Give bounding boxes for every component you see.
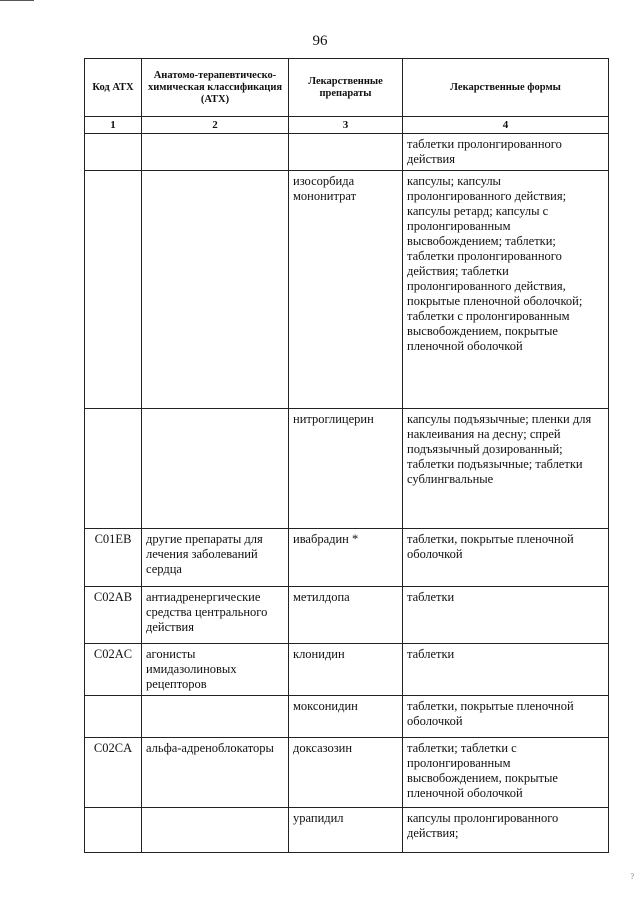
page-number: 96 bbox=[312, 33, 328, 49]
classification-cell: другие препараты для лечения заболеваний сердца bbox=[142, 529, 289, 587]
scan-edge-mark: ? bbox=[630, 872, 634, 881]
dosage-forms-cell: капсулы подъязычные; пленки для наклеивания на десну; спрей подъязычный дозированный; таблетки подъязычные; таблетки сублингвальные bbox=[403, 409, 609, 529]
header-atx-code: Код АТХ bbox=[85, 59, 142, 117]
table-header-row bbox=[85, 59, 609, 117]
drug-name-cell: доксазозин bbox=[289, 738, 403, 808]
atx-table bbox=[84, 58, 609, 853]
table-row bbox=[85, 134, 609, 171]
classification-cell bbox=[142, 171, 289, 409]
header-dosage-forms: Лекарственные формы bbox=[403, 59, 609, 117]
classification-cell bbox=[142, 696, 289, 738]
header-atx-classification: Анатомо-терапевтическо-химическая классификация (АТХ) bbox=[142, 59, 289, 117]
dosage-forms-cell: таблетки; таблетки с пролонгированным высвобождением, покрытые пленочной оболочкой bbox=[403, 738, 609, 808]
classification-cell bbox=[142, 134, 289, 171]
table-row bbox=[85, 529, 609, 587]
classification-cell: агонисты имидазолиновых рецепторов bbox=[142, 644, 289, 696]
drug-name-cell: нитроглицерин bbox=[289, 409, 403, 529]
drug-name-cell: клонидин bbox=[289, 644, 403, 696]
table-body bbox=[85, 134, 609, 853]
dosage-forms-cell: капсулы; капсулы пролонгированного действия; капсулы ретард; капсулы с пролонгированным высвобождением; таблетки; таблетки пролонгированного действия; таблетки пролонгированного действия, покрытые пленочной оболочкой; таблетки с пролонгированным высвобождением, покрытые пленочной оболочкой bbox=[403, 171, 609, 409]
dosage-forms-cell: таблетки, покрытые пленочной оболочкой bbox=[403, 696, 609, 738]
atx-code-cell bbox=[85, 409, 142, 529]
atx-code-cell bbox=[85, 696, 142, 738]
table-row bbox=[85, 644, 609, 696]
scan-corner-mark bbox=[0, 0, 34, 1]
classification-cell: альфа-адреноблокаторы bbox=[142, 738, 289, 808]
drug-name-cell: изосорбида мононитрат bbox=[289, 171, 403, 409]
classification-cell bbox=[142, 808, 289, 853]
drug-name-cell bbox=[289, 134, 403, 171]
column-number: 4 bbox=[403, 117, 609, 134]
atx-code-cell bbox=[85, 808, 142, 853]
drug-name-cell: моксонидин bbox=[289, 696, 403, 738]
dosage-forms-cell: таблетки bbox=[403, 587, 609, 644]
dosage-forms-cell: капсулы пролонгированного действия; bbox=[403, 808, 609, 853]
table-row bbox=[85, 696, 609, 738]
table-row bbox=[85, 808, 609, 853]
table-row bbox=[85, 171, 609, 409]
dosage-forms-cell: таблетки пролонгированного действия bbox=[403, 134, 609, 171]
atx-code-cell bbox=[85, 171, 142, 409]
drug-name-cell: метилдопа bbox=[289, 587, 403, 644]
header-drugs: Лекарственные препараты bbox=[289, 59, 403, 117]
drug-name-cell: урапидил bbox=[289, 808, 403, 853]
classification-cell: антиадренергические средства центрального действия bbox=[142, 587, 289, 644]
atx-code-cell bbox=[85, 134, 142, 171]
table-row bbox=[85, 409, 609, 529]
column-number-row bbox=[85, 117, 609, 134]
column-number: 2 bbox=[142, 117, 289, 134]
table-row bbox=[85, 738, 609, 808]
dosage-forms-cell: таблетки bbox=[403, 644, 609, 696]
column-number: 3 bbox=[289, 117, 403, 134]
classification-cell bbox=[142, 409, 289, 529]
atx-code-cell: C02AC bbox=[85, 644, 142, 696]
column-number: 1 bbox=[85, 117, 142, 134]
table-row bbox=[85, 587, 609, 644]
drug-name-cell: ивабрадин * bbox=[289, 529, 403, 587]
dosage-forms-cell: таблетки, покрытые пленочной оболочкой bbox=[403, 529, 609, 587]
atx-code-cell: C01EB bbox=[85, 529, 142, 587]
atx-code-cell: C02CA bbox=[85, 738, 142, 808]
atx-code-cell: C02AB bbox=[85, 587, 142, 644]
